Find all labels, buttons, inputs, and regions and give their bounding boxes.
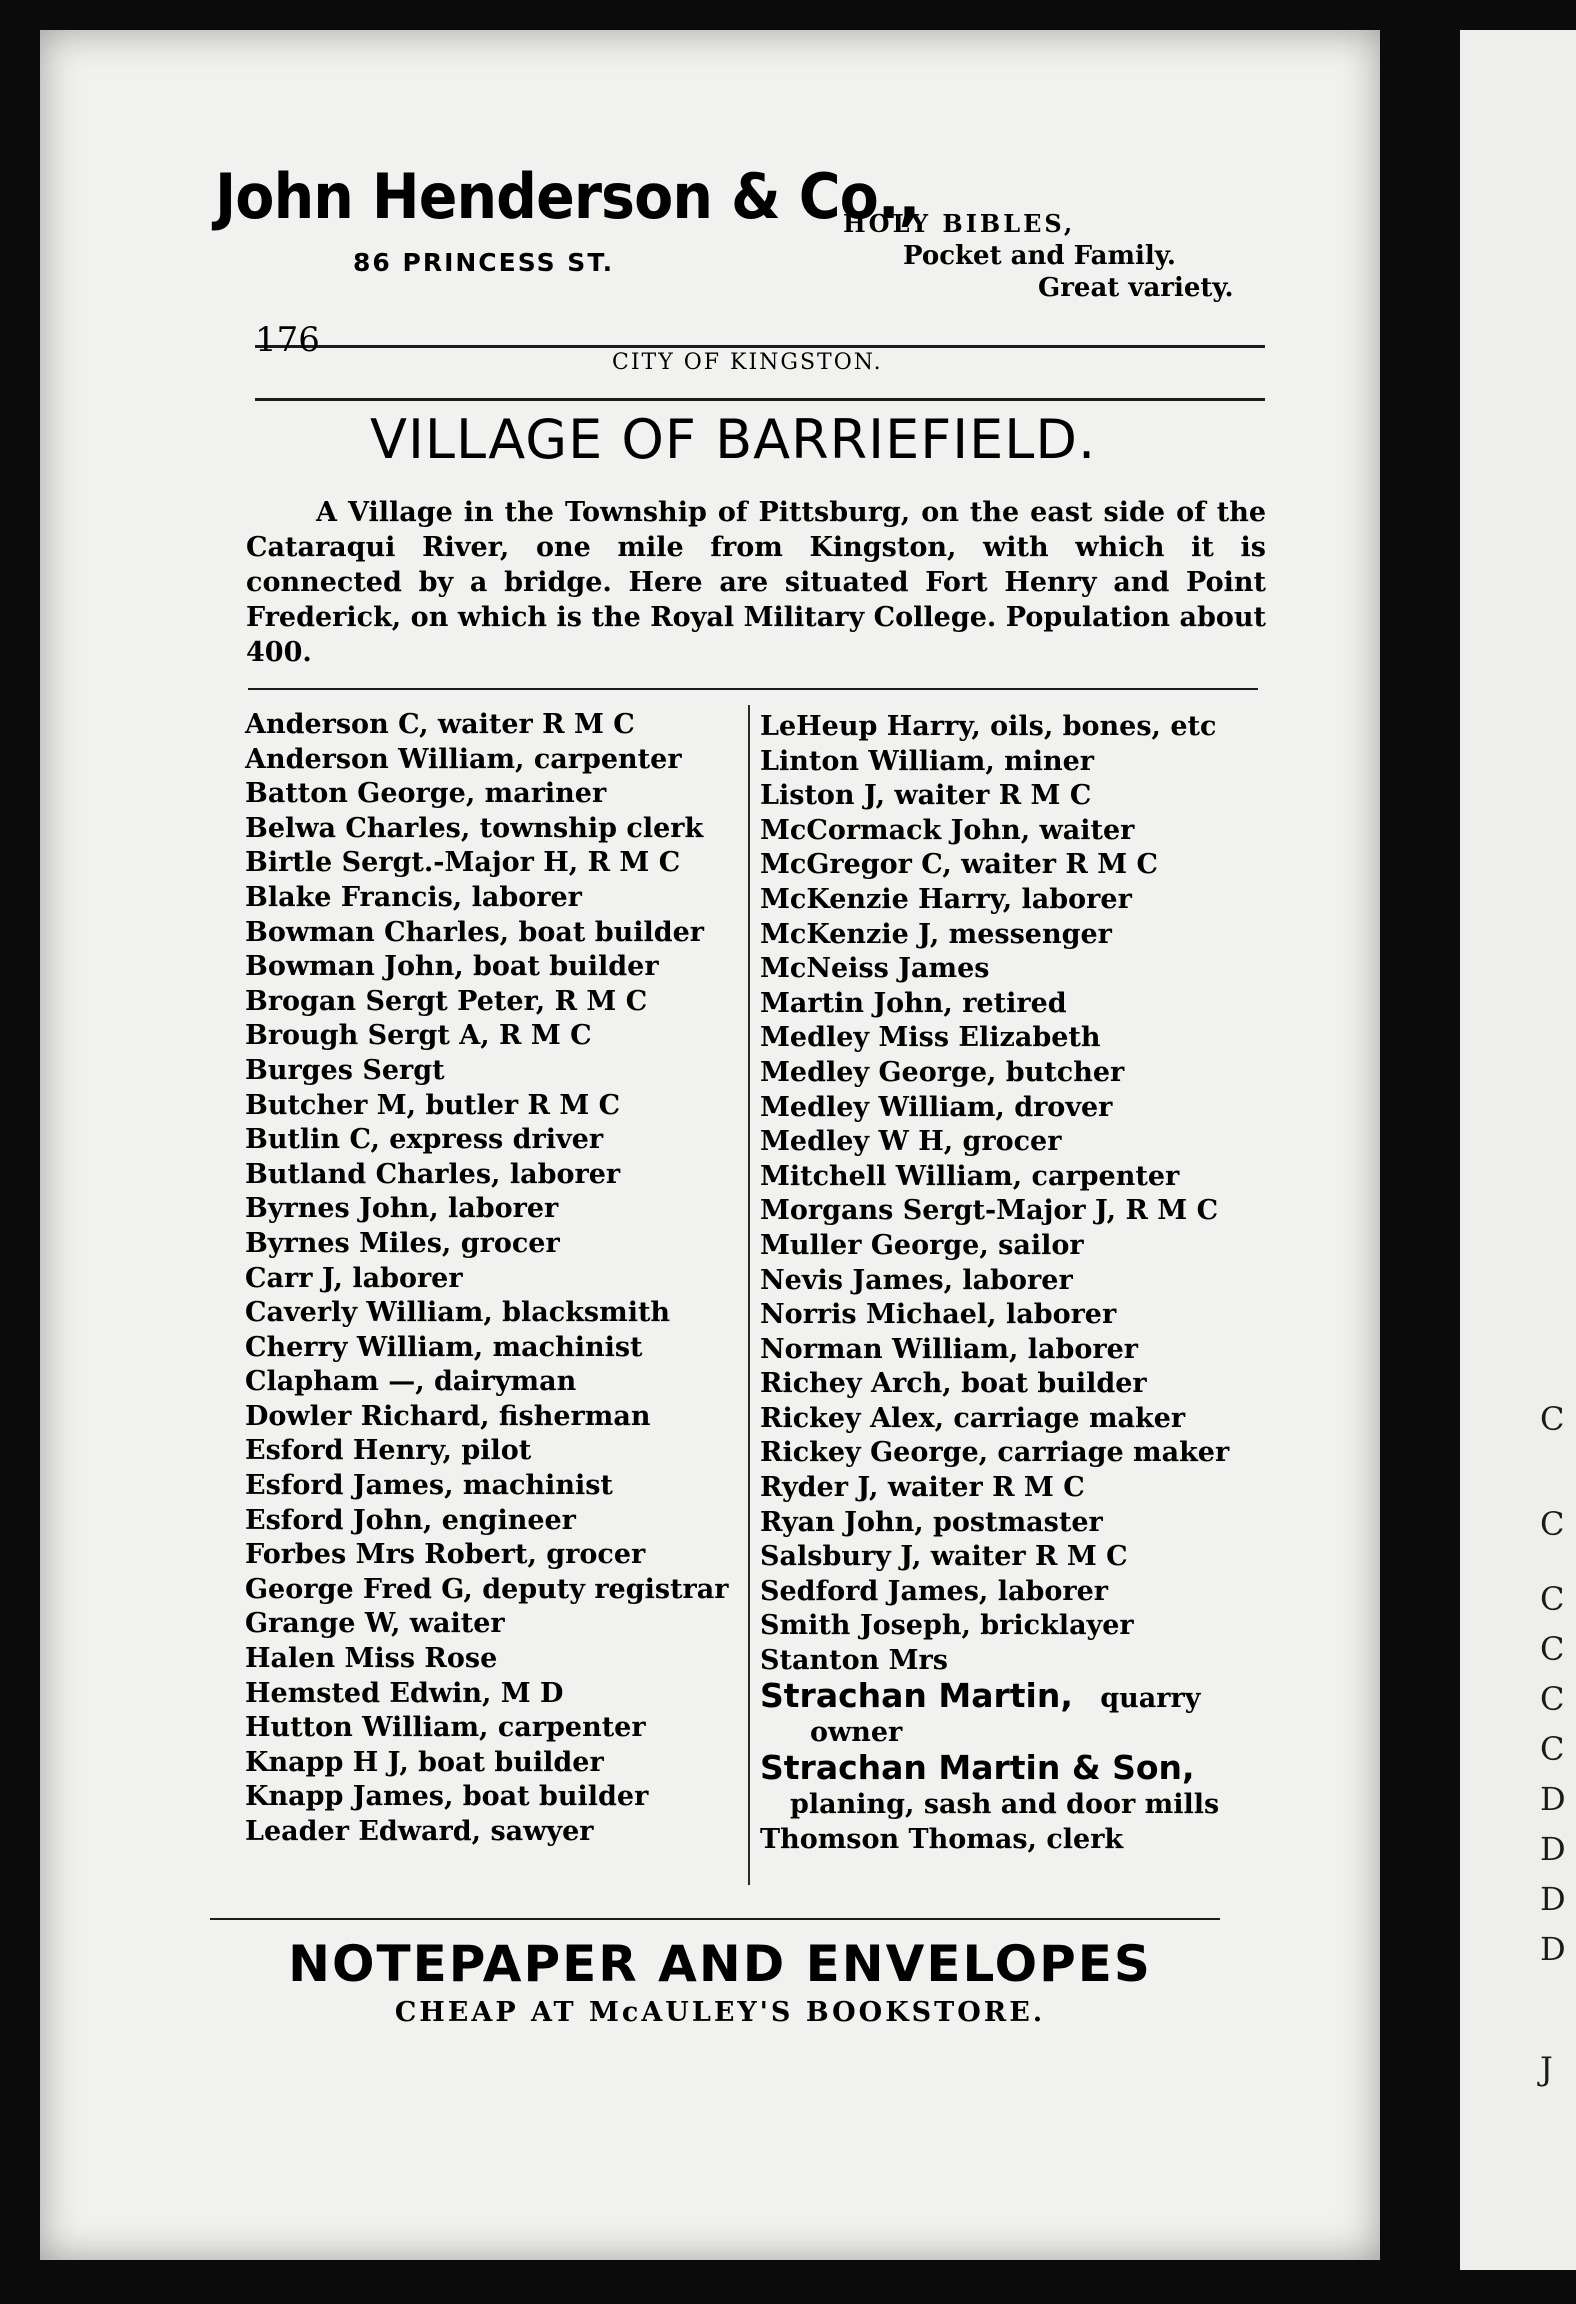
list-item: Hemsted Edwin, M D [245,1677,564,1709]
list-item: Grange W, waiter [245,1608,505,1640]
adjacent-page-letter: C [1540,1680,1565,1718]
intro-rule [248,688,1258,690]
featured-name: Strachan Martin, [760,1675,1073,1715]
list-item: Rickey George, carriage maker [760,1437,1230,1469]
list-item: Martin John, retired [760,987,1067,1019]
list-item: Medley Miss Elizabeth [760,1022,1101,1054]
list-item: Thomson Thomas, clerk [760,1824,1124,1855]
running-head-rule [255,398,1265,401]
tagline-line-2: Pocket and Family. [903,241,1176,271]
list-item: Knapp H J, boat builder [245,1746,604,1778]
list-item: Batton George, mariner [245,778,607,810]
list-item: Richey Arch, boat builder [760,1368,1147,1400]
list-item: McGregor C, waiter R M C [760,849,1158,881]
adjacent-page-letter: D [1540,1780,1566,1818]
adjacent-page-letter: C [1540,1630,1565,1668]
list-item: Cherry William, machinist [245,1331,643,1363]
list-item: George Fred G, deputy registrar [245,1573,729,1605]
adjacent-page-letter: C [1540,1580,1565,1618]
list-item: Norris Michael, laborer [760,1299,1117,1331]
list-item: Clapham —, dairyman [245,1366,577,1398]
intro-paragraph [246,495,1266,670]
adjacent-page-letter: C [1540,1505,1565,1543]
list-item: Nevis James, laborer [760,1264,1073,1296]
list-item: McKenzie Harry, laborer [760,883,1132,915]
right-column-entries [760,710,1280,1679]
header-rule [255,345,1265,348]
list-item: Bowman Charles, boat builder [245,916,704,948]
list-item: Butcher M, butler R M C [245,1089,621,1121]
advertiser-address: 86 PRINCESS ST. [353,248,615,277]
right-column [760,710,1280,1858]
intro-text: A Village in the Township of Pittsburg, on the east side of the Cataraqui River, one mile from Kingston, with which it is connected by a bridge. Here are situated Fort Henry and Point Frederick, on which is the Royal Military College. Population about 400. [246,497,1266,668]
list-item: Burges Sergt [245,1054,445,1086]
list-item: Medley William, drover [760,1091,1113,1123]
list-item: Blake Francis, laborer [245,881,582,913]
list-item: Esford James, machinist [245,1470,613,1502]
adjacent-page-letter: C [1540,1730,1565,1768]
featured-trade: quarry [1100,1682,1201,1714]
page-number: 176 [255,320,320,360]
featured-trade-cont: planing, sash and door mills [790,1789,1220,1821]
left-column [245,708,735,1850]
list-item: Stanton Mrs [760,1645,948,1677]
list-item: Linton William, miner [760,745,1094,777]
list-item: Brogan Sergt Peter, R M C [245,985,648,1017]
list-item: Belwa Charles, township clerk [245,812,704,844]
adjacent-page-letter: D [1540,1930,1566,1968]
list-item: Byrnes John, laborer [245,1193,559,1225]
footer-rule [210,1918,1220,1920]
tagline-line-1: HOLY BIBLES, [843,209,1076,238]
list-item: Knapp James, boat builder [245,1781,649,1813]
list-item: Salsbury J, waiter R M C [760,1541,1128,1573]
list-item: Ryder J, waiter R M C [760,1472,1085,1504]
list-item: Anderson C, waiter R M C [245,709,635,740]
running-head: CITY OF KINGSTON. [612,350,883,375]
list-item: Smith Joseph, bricklayer [760,1610,1134,1642]
list-item: Mitchell William, carpenter [760,1160,1180,1192]
list-item: Sedford James, laborer [760,1575,1108,1607]
tagline-line-3: Great variety. [1038,273,1234,303]
adjacent-page-letter: J [1540,2050,1553,2088]
list-item: Esford John, engineer [245,1504,576,1536]
list-item: Caverly William, blacksmith [245,1297,671,1329]
list-item: Forbes Mrs Robert, grocer [245,1539,646,1571]
list-item: Carr J, laborer [245,1262,463,1294]
list-item: Ryan John, postmaster [760,1506,1103,1538]
header-advertisement [215,160,1295,330]
adjacent-page-letter: D [1540,1880,1566,1918]
list-item: McNeiss James [760,953,990,985]
list-item: Leader Edward, sawyer [245,1816,594,1847]
list-item: Byrnes Miles, grocer [245,1227,560,1259]
list-item: McCormack John, waiter [760,814,1135,846]
advertiser-name: John Henderson & Co., [215,160,920,233]
list-item: Medley W H, grocer [760,1126,1062,1158]
list-item: Dowler Richard, fisherman [245,1400,651,1432]
list-item: Medley George, butcher [760,1056,1125,1088]
column-divider [748,705,750,1885]
list-item: Brough Sergt A, R M C [245,1020,592,1052]
list-item: Morgans Sergt-Major J, R M C [760,1195,1219,1227]
list-item: Butlin C, express driver [245,1124,604,1156]
list-item: Birtle Sergt.-Major H, R M C [245,847,681,879]
featured-entry [760,1675,1280,1717]
featured-name: Strachan Martin & Son, [760,1747,1195,1787]
footer-advertisement [210,1935,1230,2028]
list-item: Halen Miss Rose [245,1643,498,1675]
list-item: Butland Charles, laborer [245,1158,621,1190]
footer-ad-subline: CHEAP AT McAULEY'S BOOKSTORE. [394,1997,1046,2028]
footer-ad-headline: NOTEPAPER AND ENVELOPES [288,1935,1152,1993]
list-item: Hutton William, carpenter [245,1712,646,1744]
list-item: Norman William, laborer [760,1333,1139,1365]
list-item: Esford Henry, pilot [245,1435,532,1467]
page-title: VILLAGE OF BARRIEFIELD. [370,408,1097,471]
list-item: Muller George, sailor [760,1229,1084,1261]
adjacent-page-letter: C [1540,1400,1565,1438]
featured-trade-cont: owner [810,1717,903,1749]
list-item: Liston J, waiter R M C [760,780,1092,812]
list-item: McKenzie J, messenger [760,918,1112,950]
list-item: Anderson William, carpenter [245,743,682,775]
adjacent-page-letter: D [1540,1830,1566,1868]
featured-entry [760,1747,1280,1789]
advertiser-tagline [843,208,1234,304]
list-item: Rickey Alex, carriage maker [760,1402,1186,1434]
list-item: LeHeup Harry, oils, bones, etc [760,711,1217,742]
list-item: Bowman John, boat builder [245,951,659,983]
